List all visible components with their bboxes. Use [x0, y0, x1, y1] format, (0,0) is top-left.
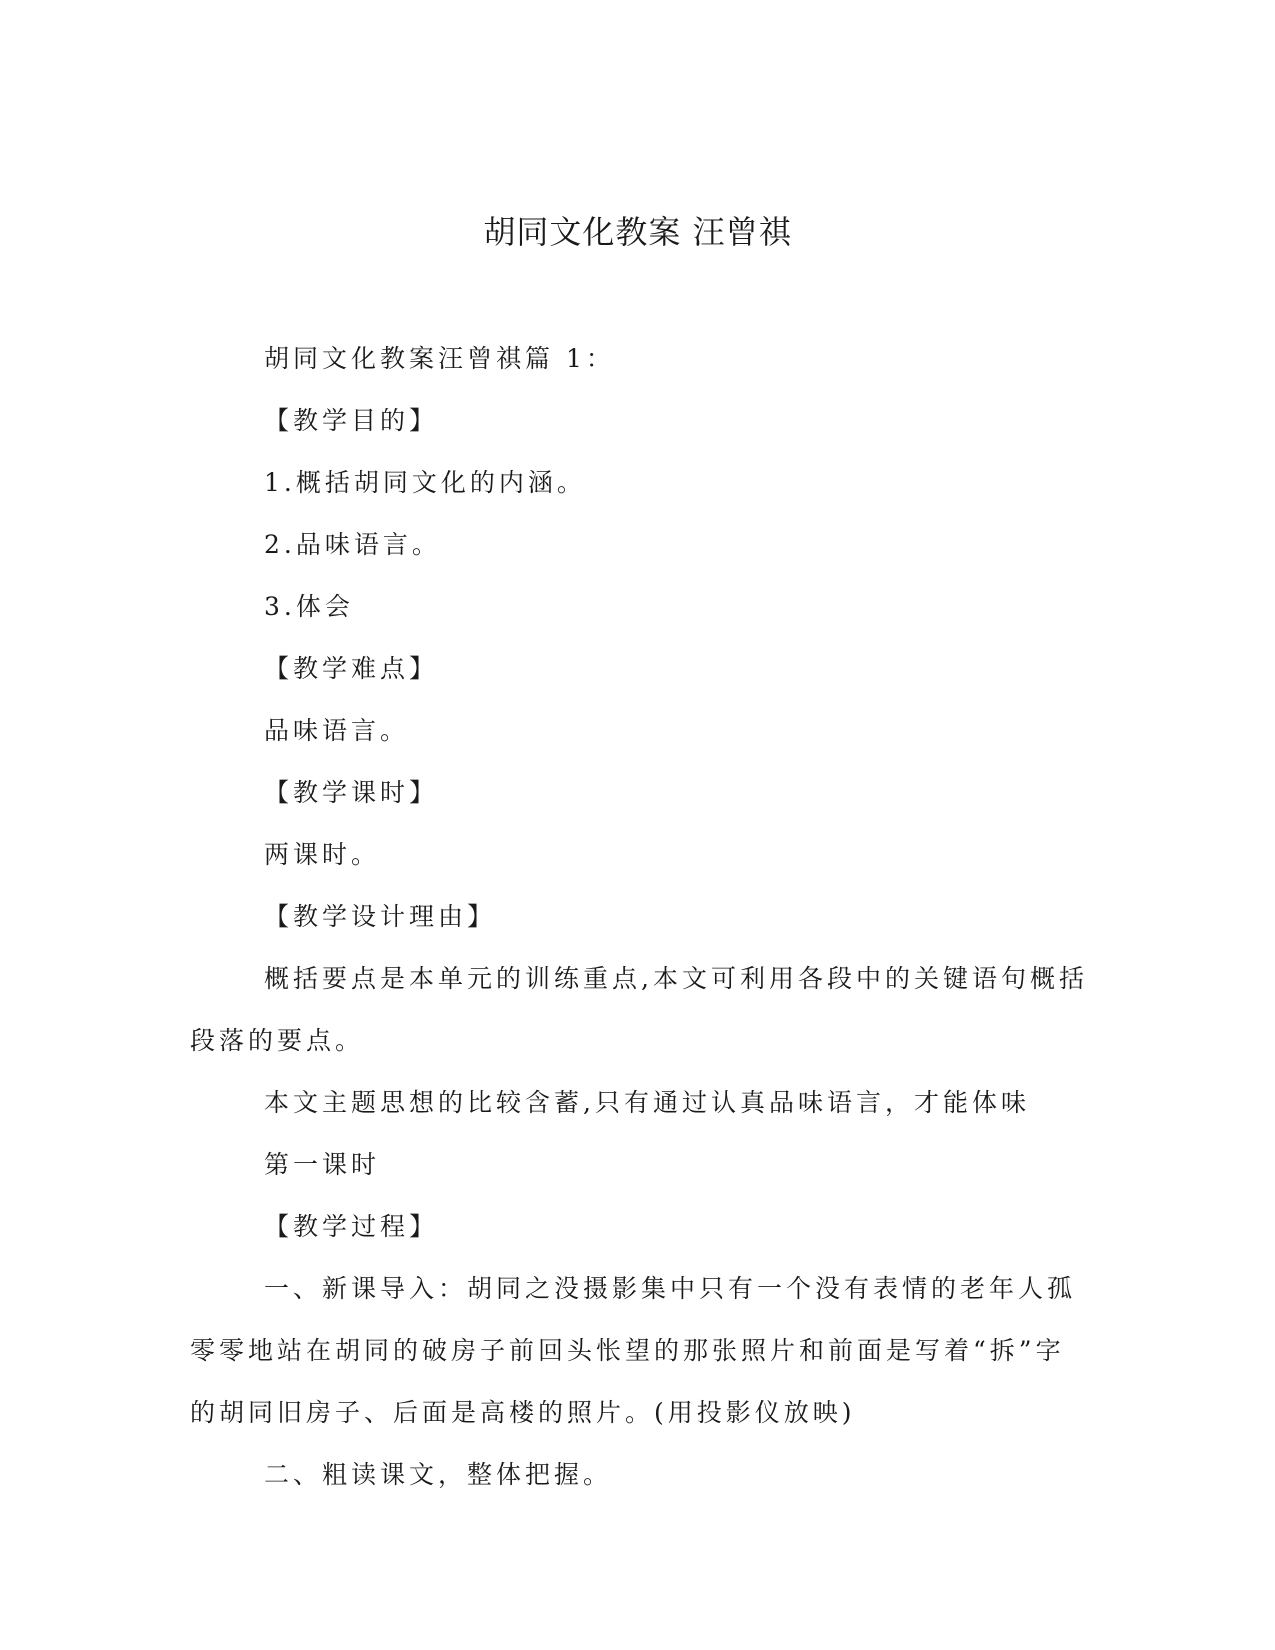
section-heading-class-hours: 【教学课时】	[264, 778, 439, 807]
goal-item-1: 1.概括胡同文化的内涵。	[264, 468, 586, 497]
section-heading-teaching-process: 【教学过程】	[264, 1212, 439, 1241]
difficulty-text: 品味语言。	[264, 716, 410, 745]
section-heading-teaching-goals: 【教学目的】	[264, 406, 439, 435]
process-step-2: 二、粗读课文，整体把握。	[264, 1460, 613, 1489]
section-heading-teaching-difficulty: 【教学难点】	[264, 654, 439, 683]
goal-item-2: 2.品味语言。	[264, 530, 441, 559]
paragraph-heading-part1: 胡同文化教案汪曾祺篇 1：	[264, 344, 615, 373]
document-title: 胡同文化教案 汪曾祺	[483, 213, 792, 251]
document-body	[190, 328, 1090, 1506]
section-heading-design-rationale: 【教学设计理由】	[264, 902, 497, 931]
class-hours-text: 两课时。	[264, 840, 381, 869]
design-rationale-paragraph-2: 本文主题思想的比较含蓄,只有通过认真品味语言，才能体味	[264, 1088, 1030, 1117]
design-rationale-paragraph-1: 概括要点是本单元的训练重点,本文可利用各段中的关键语句概括段落的要点。	[190, 964, 1088, 1055]
process-step-1: 一、新课导入：胡同之没摄影集中只有一个没有表情的老年人孤零零地站在胡同的破房子前回头怅望的那张照片和前面是写着“拆”字的胡同旧房子、后面是高楼的照片。(用投影仪放映)	[190, 1274, 1077, 1427]
goal-item-3: 3.体会	[264, 592, 354, 621]
first-lesson-label: 第一课时	[264, 1150, 381, 1179]
